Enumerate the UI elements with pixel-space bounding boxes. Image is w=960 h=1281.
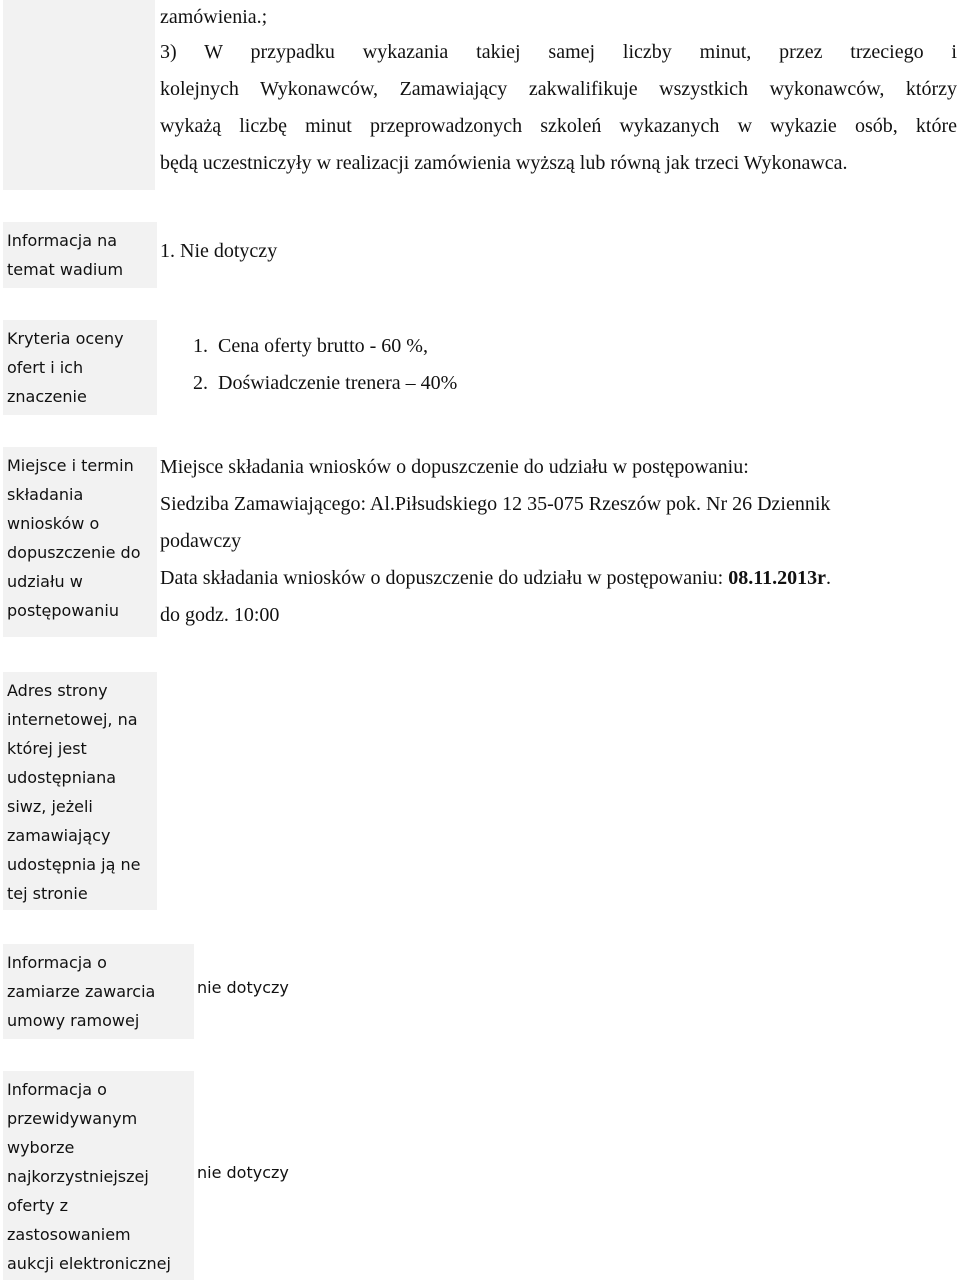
continuation-text <box>160 0 957 182</box>
list-item: 2. Doświadczenie trenera – 40% <box>193 372 458 394</box>
miejsce-label: Miejsce i termin składania wniosków o dopuszczenie do udziału w postępowaniu <box>3 447 157 637</box>
miejsce-line: podawczy <box>160 530 242 552</box>
continuation-line: wykażą liczbę minut przeprowadzonych szkoleń wykazanych w wykazie osób, które <box>160 115 957 137</box>
aukcja-label: Informacja o przewidywanym wyborze najkorzystniejszej oferty z zastosowaniem aukcji elektronicznej <box>3 1071 194 1280</box>
continuation-line: zamówienia.; <box>160 6 268 28</box>
miejsce-text <box>160 449 960 634</box>
continuation-line: będą uczestniczyły w realizacji zamówienia wyższą lub równą jak trzeci Wykonawca. <box>160 152 848 174</box>
miejsce-line: do godz. 10:00 <box>160 604 280 626</box>
deadline-date: 08.11.2013r <box>728 567 826 589</box>
umowa-ramowa-label: Informacja o zamiarze zawarcia umowy ramowej <box>3 944 194 1039</box>
continuation-label-cell <box>3 0 155 190</box>
adres-label: Adres strony internetowej, na której jest udostępniana siwz, jeżeli zamawiający udostępnia ją ne tej stronie <box>3 672 157 910</box>
umowa-ramowa-value: nie dotyczy <box>197 978 289 997</box>
miejsce-date-line: Data składania wniosków o dopuszczenie do udziału w postępowaniu: 08.11.2013r. <box>160 567 831 589</box>
kryteria-list <box>193 328 457 402</box>
miejsce-line: Miejsce składania wniosków o dopuszczenie do udziału w postępowaniu: <box>160 456 749 478</box>
wadium-label: Informacja na temat wadium <box>3 222 157 288</box>
continuation-line: 3) W przypadku wykazania takiej samej liczby minut, przez trzeciego i <box>160 41 957 63</box>
miejsce-line: Siedziba Zamawiającego: Al.Piłsudskiego 12 35-075 Rzeszów pok. Nr 26 Dziennik <box>160 493 831 515</box>
wadium-value: 1. Nie dotyczy <box>160 240 278 262</box>
kryteria-label: Kryteria oceny ofert i ich znaczenie <box>3 320 157 415</box>
continuation-line: kolejnych Wykonawców, Zamawiający zakwalifikuje wszystkich wykonawców, którzy <box>160 78 957 100</box>
aukcja-value: nie dotyczy <box>197 1163 289 1182</box>
list-item: 1. Cena oferty brutto - 60 %, <box>193 335 428 357</box>
